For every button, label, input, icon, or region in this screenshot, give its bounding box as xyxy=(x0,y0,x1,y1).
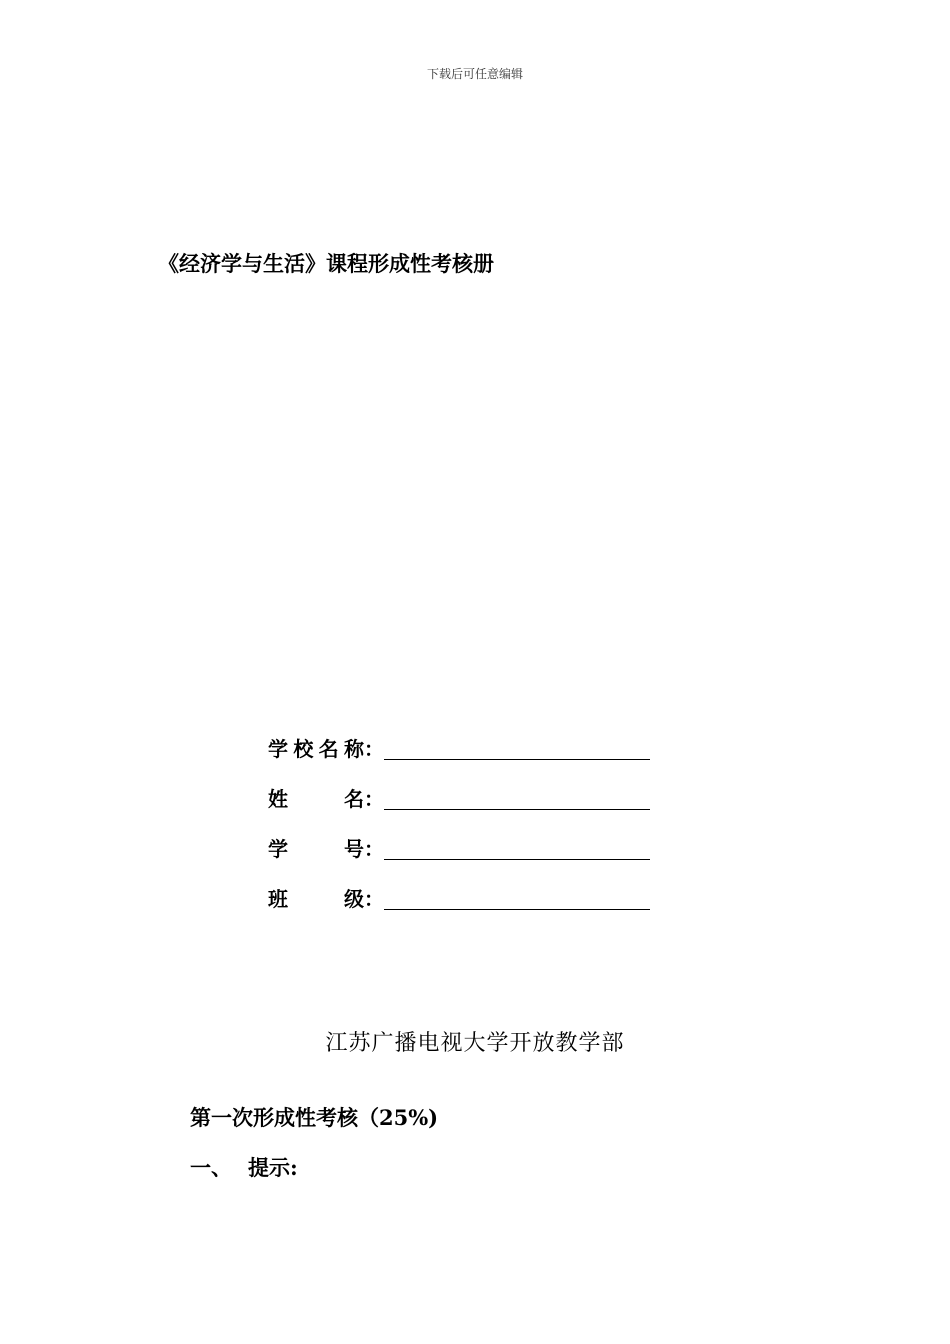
class-label: 班 级 xyxy=(268,887,364,911)
name-blank[interactable] xyxy=(384,783,650,810)
student-id-label: 学 号 xyxy=(268,837,364,861)
subsection-number: 一、 xyxy=(190,1155,232,1180)
name-label: 姓 名 xyxy=(268,787,364,811)
section-title: 第一次形成性考核（25%) xyxy=(190,1105,439,1130)
name-colon: ： xyxy=(364,787,384,811)
subsection-heading xyxy=(190,1152,298,1182)
student-id-blank[interactable] xyxy=(384,833,650,860)
document-title: 《经济学与生活》课程形成性考核册 xyxy=(158,251,494,276)
school-name-blank[interactable] xyxy=(384,733,650,760)
class-row xyxy=(268,862,650,912)
student-id-row xyxy=(268,812,650,862)
name-row xyxy=(268,762,650,812)
class-blank[interactable] xyxy=(384,883,650,910)
organization-name: 江苏广播电视大学开放教学部 xyxy=(325,1031,625,1056)
school-name-label: 学 校 名 称 xyxy=(268,737,364,761)
class-colon: ： xyxy=(364,887,384,911)
student-id-colon: ： xyxy=(364,837,384,861)
student-info-form xyxy=(268,712,650,912)
header-note: 下载后可任意编辑 xyxy=(426,67,523,81)
school-name-row xyxy=(268,712,650,762)
subsection-label: 提示: xyxy=(248,1155,298,1180)
school-name-colon: ： xyxy=(364,737,384,761)
